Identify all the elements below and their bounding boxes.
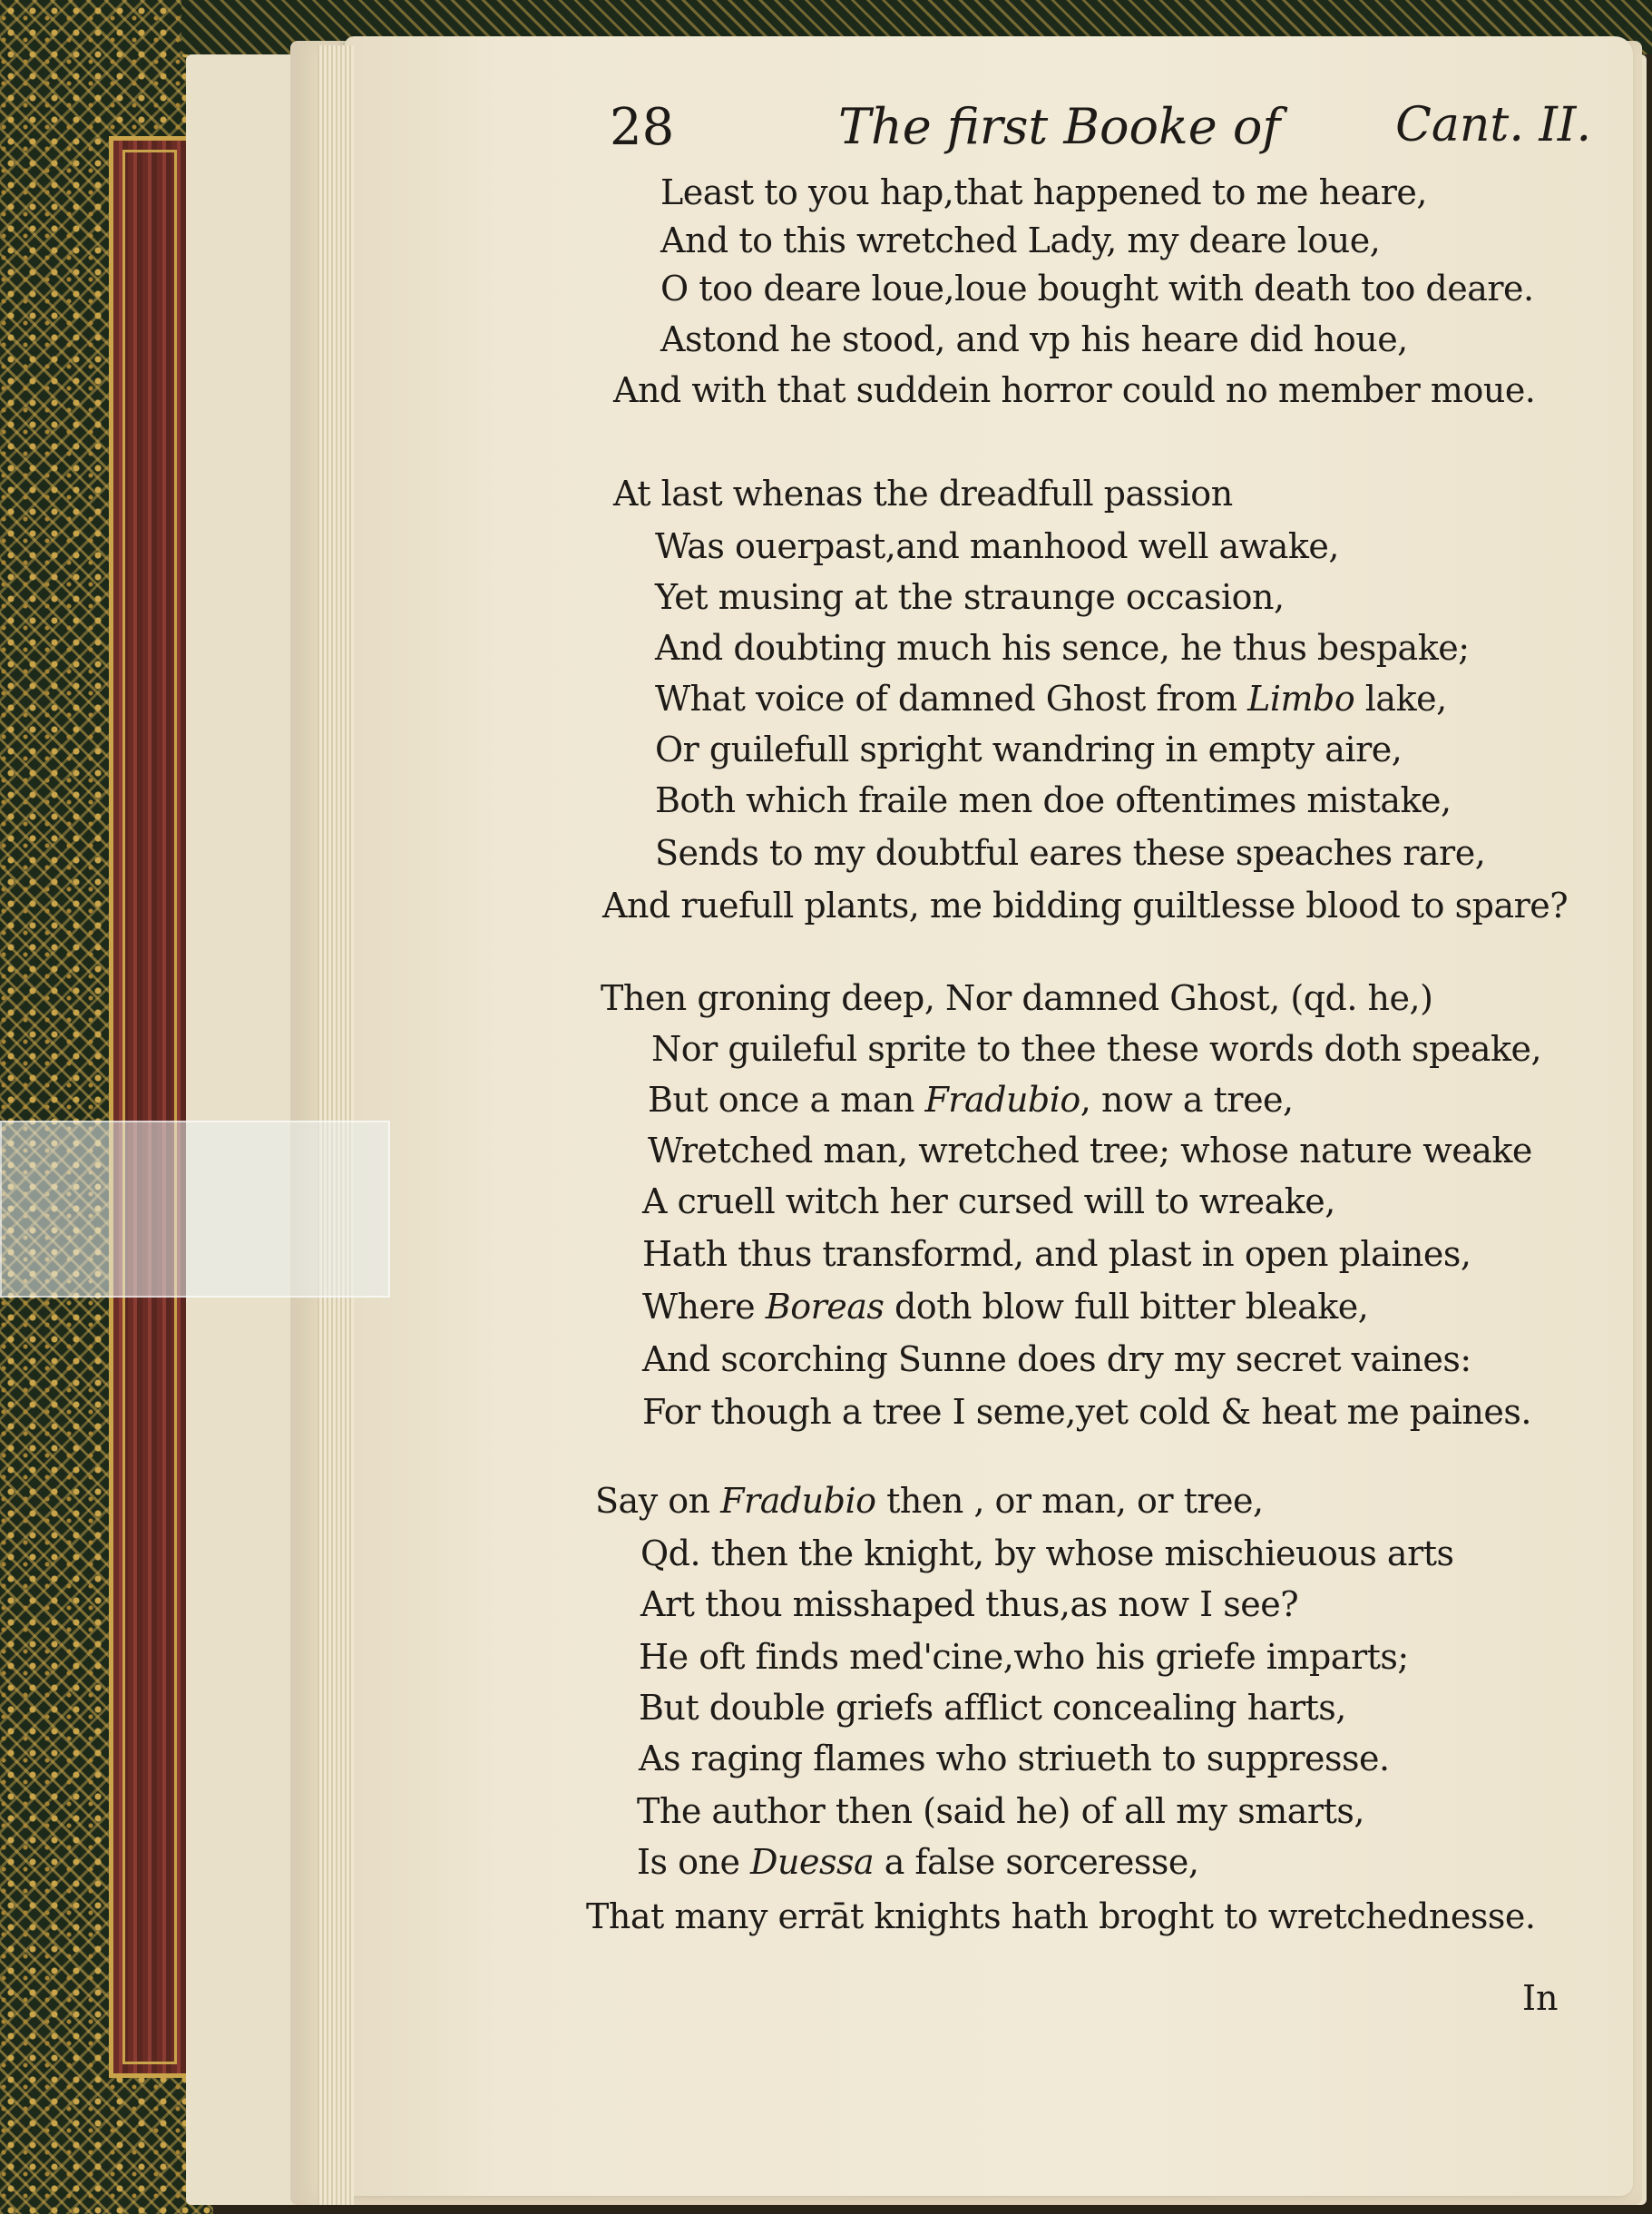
verse-line: Where Boreas doth blow full bitter bleake, (642, 1287, 1369, 1327)
page-number: 28 (610, 98, 675, 157)
verse-line: At last whenas the dreadfull passion (613, 474, 1233, 514)
verse-line: Yet musing at the straunge occasion, (655, 577, 1285, 617)
verse-line: Least to you hap,that happened to me heare, (660, 172, 1427, 212)
verse-line: But double griefs afflict concealing harts, (639, 1688, 1346, 1728)
canto-label: Cant. II. (1395, 98, 1591, 152)
verse-line: And with that suddein horror could no member moue. (613, 370, 1536, 410)
running-title: The first Booke of (838, 98, 1281, 155)
verse-line: Then groning deep, Nor damned Ghost, (qd. he,) (601, 978, 1433, 1018)
verse-line: And ruefull plants, me bidding guiltlesse blood to spare? (602, 886, 1569, 926)
verse-line: Or guilefull spright wandring in empty aire, (655, 730, 1403, 769)
verse-line: Say on Fradubio then , or man, or tree, (595, 1481, 1264, 1521)
catchword: In (1522, 1978, 1559, 2018)
verse-line: Wretched man, wretched tree; whose nature weake (648, 1131, 1532, 1171)
verse-line: What voice of damned Ghost from Limbo lake, (655, 679, 1447, 719)
verse-line: Hath thus transformd, and plast in open plaines, (642, 1234, 1471, 1274)
verse-line: And doubting much his sence, he thus bespake; (655, 628, 1470, 668)
verse-line: Nor guileful sprite to thee these words doth speake, (651, 1029, 1542, 1069)
verse-line: He oft finds med'cine,who his griefe imparts; (639, 1637, 1409, 1677)
verse-line: Qd. then the knight, by whose mischieuous arts (640, 1533, 1454, 1573)
verse-line: As raging flames who striueth to suppresse. (639, 1739, 1390, 1778)
verse-line: A cruell witch her cursed will to wreake, (642, 1181, 1335, 1221)
binding-panel (109, 136, 191, 2078)
verse-line: Astond he stood, and vp his heare did houe, (660, 319, 1408, 359)
verse-line: And to this wretched Lady, my deare loue, (660, 220, 1381, 260)
verse-line: And scorching Sunne does dry my secret vaines: (642, 1339, 1471, 1379)
verse-line: Was ouerpast,and manhood well awake, (655, 526, 1339, 566)
verse-line: Art thou misshaped thus,as now I see? (640, 1584, 1299, 1624)
clear-bookmark-strip (0, 1121, 390, 1298)
verse-line: But once a man Fradubio, now a tree, (648, 1080, 1294, 1120)
verse-line: For though a tree I seme,yet cold & heat me paines. (642, 1392, 1531, 1432)
verse-line: Is one Duessa a false sorceresse, (637, 1842, 1199, 1882)
page-header (610, 98, 1591, 171)
verse-line: That many errāt knights hath broght to wretchednesse. (586, 1896, 1536, 1936)
verse-line: Sends to my doubtful eares these speaches rare, (655, 833, 1486, 873)
verse-line: Both which fraile men doe oftentimes mistake, (655, 780, 1452, 820)
verse-line: The author then (said he) of all my smarts, (637, 1791, 1364, 1831)
verse-line: O too deare loue,loue bought with death too deare. (660, 269, 1534, 309)
